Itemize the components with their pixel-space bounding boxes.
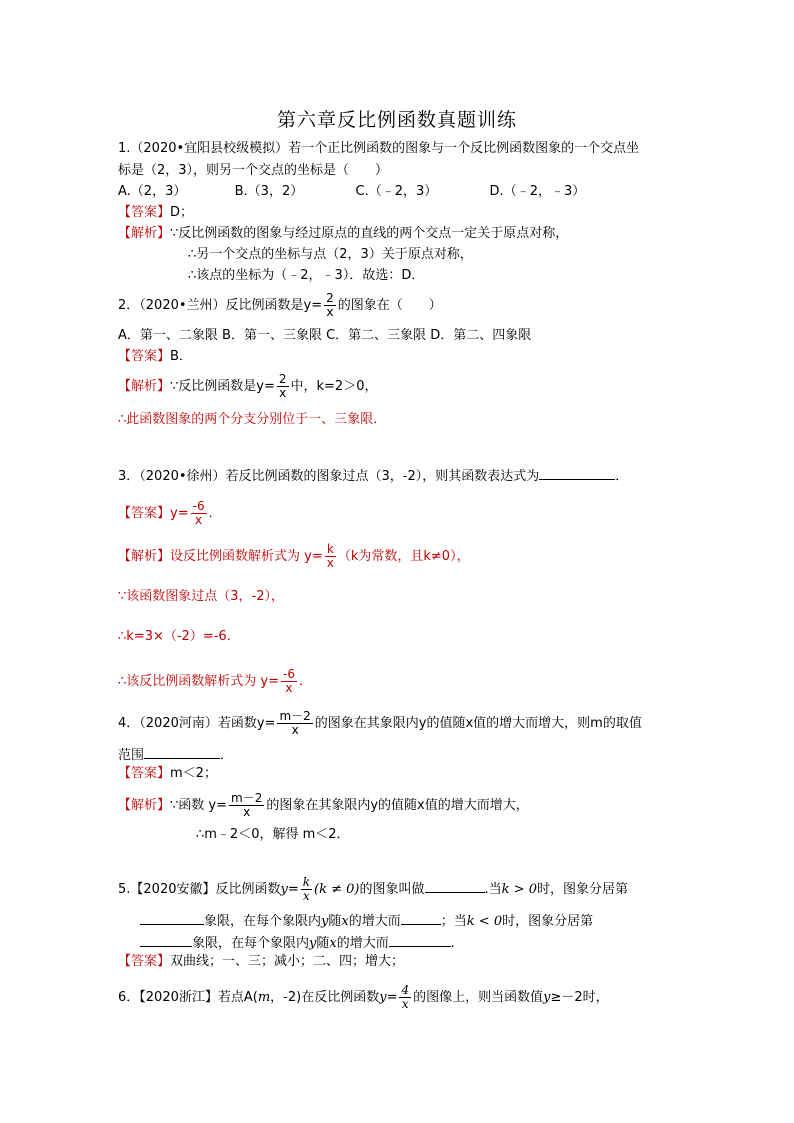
q1-option-d: D.（﹣2，﹣3） <box>489 184 586 199</box>
q1-option-c: C.（﹣2，3） <box>355 184 438 199</box>
fraction: $\frac{k}{x}$ <box>326 542 334 570</box>
q1-explanation-line3: ∴该点的坐标为（﹣2，﹣3）．故选：D． <box>188 268 425 283</box>
q5-stem-line1: 5.【2020安徽】反比例函数y= $\frac{k}{x}$ (k ≠ 0)的图象叫做 .当k > 0时，图象分居第 <box>118 875 628 903</box>
answer-label: 【答案】 <box>118 506 171 521</box>
answer-label: 【答案】 <box>118 766 171 781</box>
q3-explanation-line2: ∵该函数图象过点（3，-2）， <box>118 589 285 604</box>
q5-answer <box>118 953 404 971</box>
fraction: $\frac{-6}{x}$ <box>192 499 205 527</box>
q2-stem: 2．（2020•兰州）反比例函数是y= $\frac{2}{x}$ 的图象在（ ） <box>118 291 442 319</box>
q3-explanation-line1: 【解析】设反比例函数解析式为 y= $\frac{k}{x}$ （k为常数，且k≠0）， <box>118 542 470 570</box>
fraction: $\frac{2}{x}$ <box>278 372 287 400</box>
q3-explanation-line4: ∴该反比例函数解析式为 y= $\frac{-6}{x}$ ． <box>118 667 312 695</box>
explanation-label: 【解析】 <box>118 379 171 394</box>
answer-label: 【答案】 <box>118 205 171 220</box>
answer-label: 【答案】 <box>118 349 171 364</box>
q2-answer-value: B． <box>170 349 192 364</box>
fraction: $\frac{m-2}{x}$ <box>279 709 311 737</box>
explanation-label: 【解析】 <box>118 226 171 241</box>
q3-answer: 【答案】y= $\frac{-6}{x}$ ． <box>118 499 222 527</box>
q2-explanation-line1: 【解析】∵反比例函数是y= $\frac{2}{x}$ 中，k=2＞0， <box>118 372 378 400</box>
q3-explanation-line3: ∴k=3×（-2）=-6． <box>118 629 240 644</box>
fraction: $\frac{4}{x}$ <box>401 983 410 1011</box>
explanation-label: 【解析】 <box>118 798 171 813</box>
q4-stem: 4．（2020河南）若函数y= $\frac{m-2}{x}$ 的图象在其象限内y的值随x值的增大而增大，则m的取值 <box>118 709 642 737</box>
q4-stem-line2: 范围 ． <box>118 744 233 765</box>
q1-option-a: A.（2，3） <box>118 184 187 199</box>
q3-stem: 3．（2020•徐州）若反比例函数的图象过点（3，-2），则其函数表达式为 ． <box>118 465 628 486</box>
q2-options: A．第一、二象限 B．第一、三象限 C．第二、三象限 D．第二、四象限 <box>118 328 532 343</box>
q4-answer <box>118 765 217 783</box>
fraction: $\frac{k}{x}$ <box>302 875 311 903</box>
q3-answer-blank <box>539 465 615 480</box>
q5-blank-3 <box>401 910 441 925</box>
q1-option-b: B.（3，2） <box>234 184 304 199</box>
q4-explanation-line2: ∴m﹣2＜0，解得 m＜2． <box>196 827 350 842</box>
q5-stem-line3: 象限，在每个象限内y随x的增大而 . <box>140 932 455 953</box>
q1-answer <box>118 204 193 222</box>
q5-blank-1 <box>425 878 485 893</box>
fraction: $\frac{2}{x}$ <box>326 291 334 319</box>
page-title: 第六章反比例函数真题训练 <box>276 109 517 131</box>
q4-answer-value: m＜2； <box>170 766 217 781</box>
q6-stem: 6．【2020浙江】若点A(m，-2)在反比例函数y= $\frac{4}{x}$ 的图像上，则当函数值y≥－2时， <box>118 983 609 1011</box>
q1-stem-line1: 1.（2020•宜阳县校级模拟）若一个正比例函数的图象与一个反比例函数图象的一个交点坐 <box>118 141 640 156</box>
q5-answer-value: 双曲线；一、三；减小；二、四；增大； <box>170 954 405 969</box>
fraction: $\frac{m-2}{x}$ <box>231 791 263 819</box>
q4-explanation-line1: 【解析】∵函数 y= $\frac{m-2}{x}$ 的图象在其象限内y的值随x值的增大而增大， <box>118 791 529 819</box>
q5-blank-4 <box>140 932 192 947</box>
q4-answer-blank <box>144 744 220 759</box>
explanation-label: 【解析】 <box>118 549 171 564</box>
q5-blank-2 <box>140 910 204 925</box>
q5-stem-line2: 象限，在每个象限内y随x的增大而 ；当k < 0时，图象分居第 <box>140 910 593 931</box>
fraction: $\frac{-6}{x}$ <box>283 667 295 695</box>
q2-answer <box>118 348 192 366</box>
q1-options <box>118 183 585 201</box>
q1-explanation-line1: 【解析】∵反比例函数的图象与经过原点的直线的两个交点一定关于原点对称， <box>118 226 569 241</box>
q1-explanation-line2: ∴另一个交点的坐标与点（2，3）关于原点对称， <box>188 247 473 262</box>
q1-stem-line2: 标是（2，3），则另一个交点的坐标是（ ） <box>118 163 389 178</box>
answer-label: 【答案】 <box>118 954 171 969</box>
q5-blank-5 <box>389 932 451 947</box>
q2-explanation-line2: ∴此函数图象的两个分支分别位于一、三象限． <box>118 412 387 427</box>
q1-answer-value: D； <box>170 205 194 220</box>
